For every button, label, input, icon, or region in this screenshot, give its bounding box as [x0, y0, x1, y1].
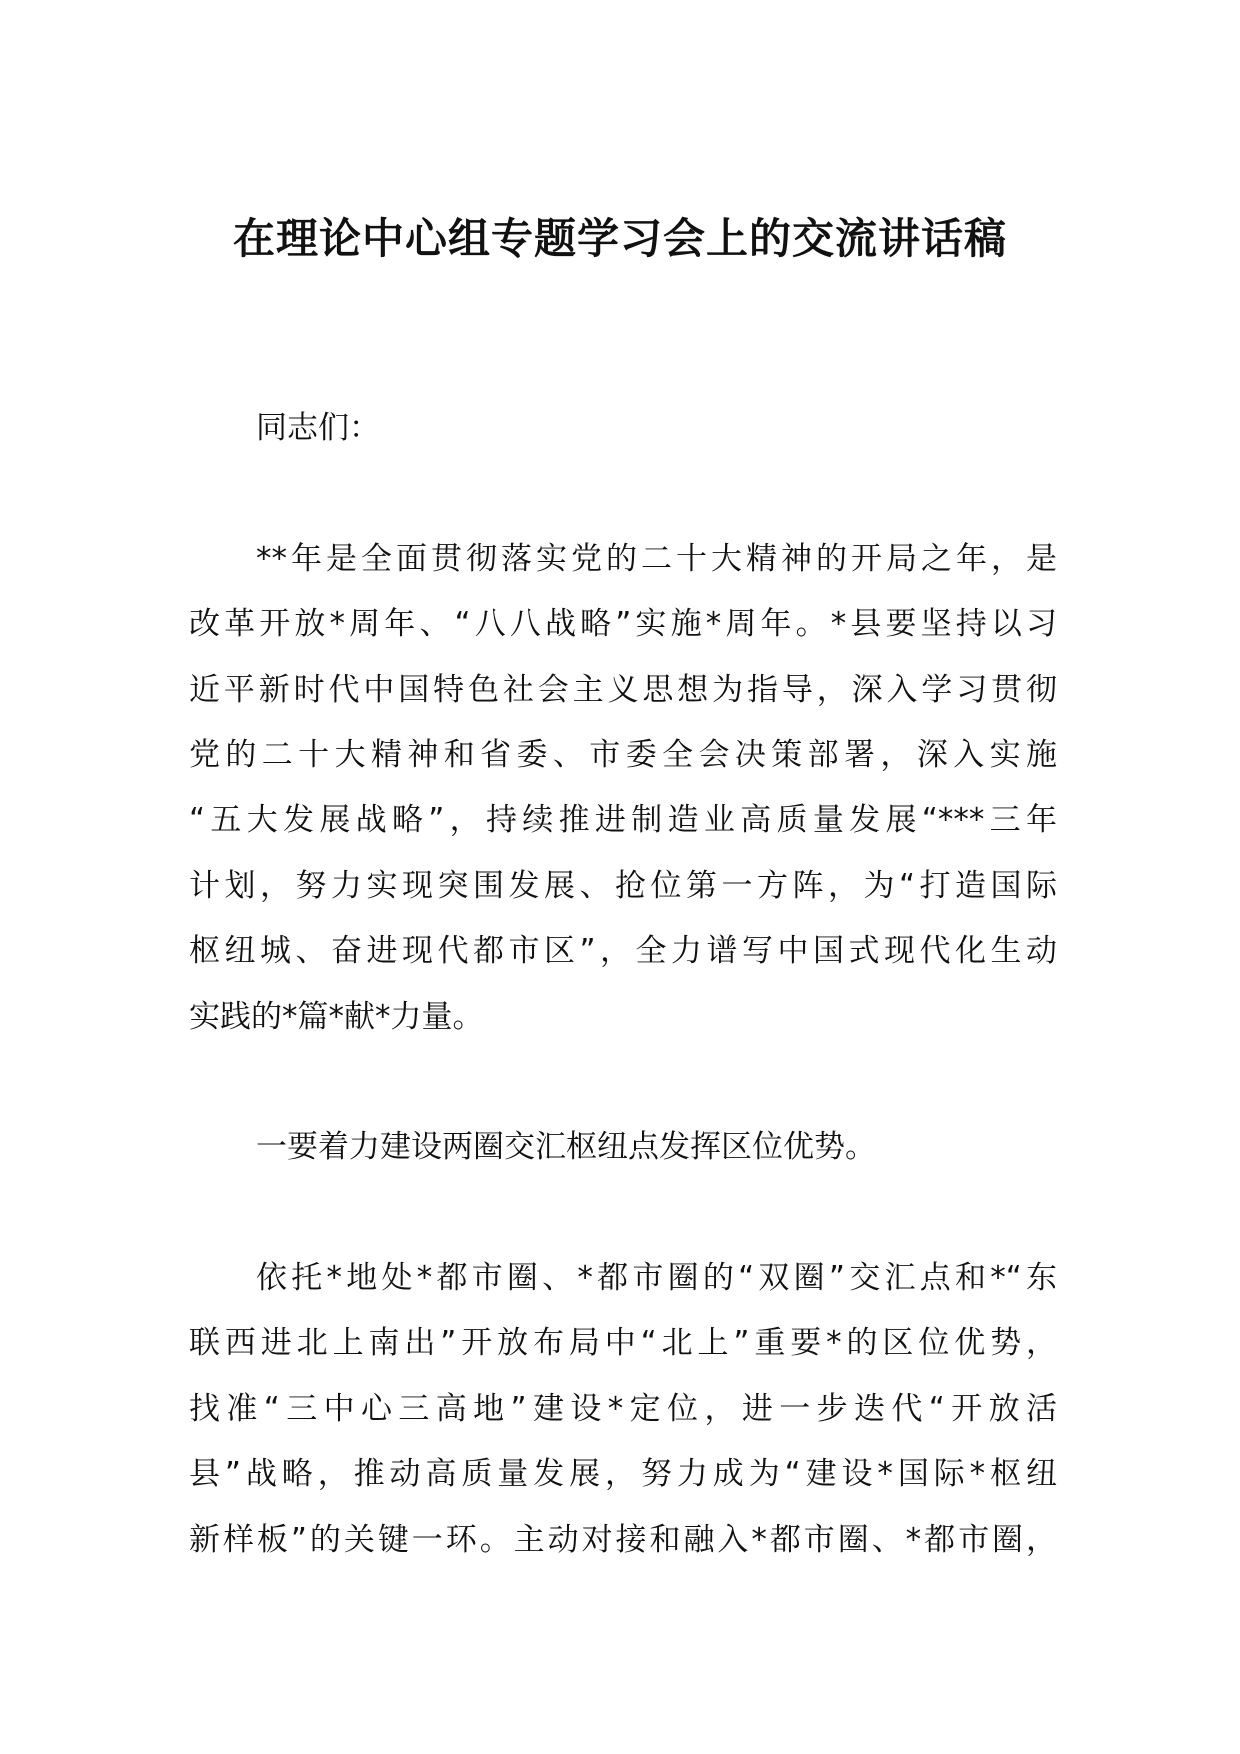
paragraph-gap [189, 1181, 1057, 1246]
text-line: 同志们： [256, 410, 380, 446]
text-line: 依托*地处*都市圈、*都市圈的“双圈”交汇点和*“东 [256, 1260, 1057, 1297]
text-line: 联西进北上南出”开放布局中“北上”重要*的区位优势， [189, 1325, 1057, 1362]
text-line: 实践的*篇*献*力量。 [189, 998, 484, 1035]
document-title: 在理论中心组专题学习会上的交流讲话稿 [232, 214, 1007, 263]
text-line: 计划，努力实现突围发展、抢位第一方阵，为“打造国际 [189, 867, 1057, 904]
text-line: 县”战略，推动高质量发展，努力成为“建设*国际*枢纽 [189, 1456, 1057, 1493]
text-line: 找准“三中心三高地”建设*定位，进一步迭代“开放活 [189, 1390, 1057, 1427]
text-line: 改革开放*周年、“八八战略”实施*周年。*县要坚持以习 [189, 606, 1057, 643]
document-body [189, 396, 1057, 1573]
text-line: 新样板”的关键一环。主动对接和融入*都市圈、*都市圈， [189, 1521, 1057, 1558]
paragraph [189, 1246, 1057, 1573]
text-line: 一要着力建设两圈交汇枢纽点发挥区位优势。 [256, 1129, 876, 1166]
text-line: 近平新时代中国特色社会主义思想为指导，深入学习贯彻 [189, 671, 1057, 708]
paragraph [189, 396, 1057, 461]
paragraph [189, 1115, 1057, 1180]
text-line: 枢纽城、奋进现代都市区”，全力谱写中国式现代化生动 [189, 933, 1057, 970]
paragraph-gap [189, 1050, 1057, 1115]
text-line: 党的二十大精神和省委、市委全会决策部署，深入实施 [189, 736, 1057, 773]
text-line: “五大发展战略”，持续推进制造业高质量发展“***三年 [189, 802, 1057, 839]
paragraph-gap [189, 461, 1057, 526]
paragraph [189, 527, 1057, 1050]
text-line: **年是全面贯彻落实党的二十大精神的开局之年，是 [256, 540, 1057, 577]
